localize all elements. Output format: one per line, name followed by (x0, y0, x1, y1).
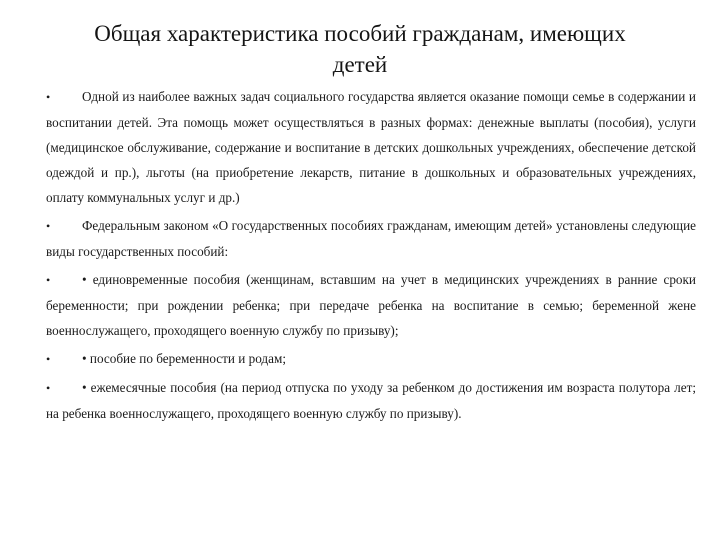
paragraph-text: Одной из наиболее важных задач социального государства является оказание помощи семье в содержании и воспитании детей. Эта помощь может осуществляться в разных формах: денежные выплаты (пособия), услуги (медицинское обслуживание, содержание и воспитание в детских дошкольных учреждениях, обеспечение детской одеждой и пр.), льготы (на приобретение лекарств, питание в дошкольных и образовательных учреждениях, оплату коммунальных услуг и др.) (46, 89, 696, 205)
paragraph-lump-sum-benefits (46, 267, 696, 343)
bullet-icon: • (46, 352, 51, 366)
bullet-icon: • (46, 219, 51, 233)
slide-body (46, 84, 696, 429)
paragraph-maternity-benefit (46, 346, 696, 372)
bullet-icon: • (46, 90, 51, 104)
bullet-icon: • (46, 381, 51, 395)
paragraph-text: Федеральным законом «О государственных пособиях гражданам, имеющим детей» установлены следующие виды государственных пособий: (46, 218, 696, 259)
paragraph-federal-law (46, 213, 696, 264)
slide-title (40, 18, 680, 80)
slide-title-line-2: детей (332, 52, 388, 77)
paragraph-text: • ежемесячные пособия (на период отпуска по уходу за ребенком до достижения им возраста полутора лет; на ребенка военнослужащего, проходящего военную службу по призыву). (46, 380, 696, 421)
paragraph-text: • пособие по беременности и родам; (82, 351, 286, 366)
paragraph-monthly-benefits (46, 375, 696, 426)
paragraph-social-state-help (46, 84, 696, 210)
paragraph-text: • единовременные пособия (женщинам, вставшим на учет в медицинских учреждениях в ранние сроки беременности; при рождении ребенка; при передаче ребенка на воспитание в семью; беременной жене военнослужащего, проходящего военную службу по призыву); (46, 272, 696, 338)
slide-title-line-1: Общая характеристика пособий гражданам, имеющих (94, 21, 626, 46)
bullet-icon: • (46, 273, 51, 287)
